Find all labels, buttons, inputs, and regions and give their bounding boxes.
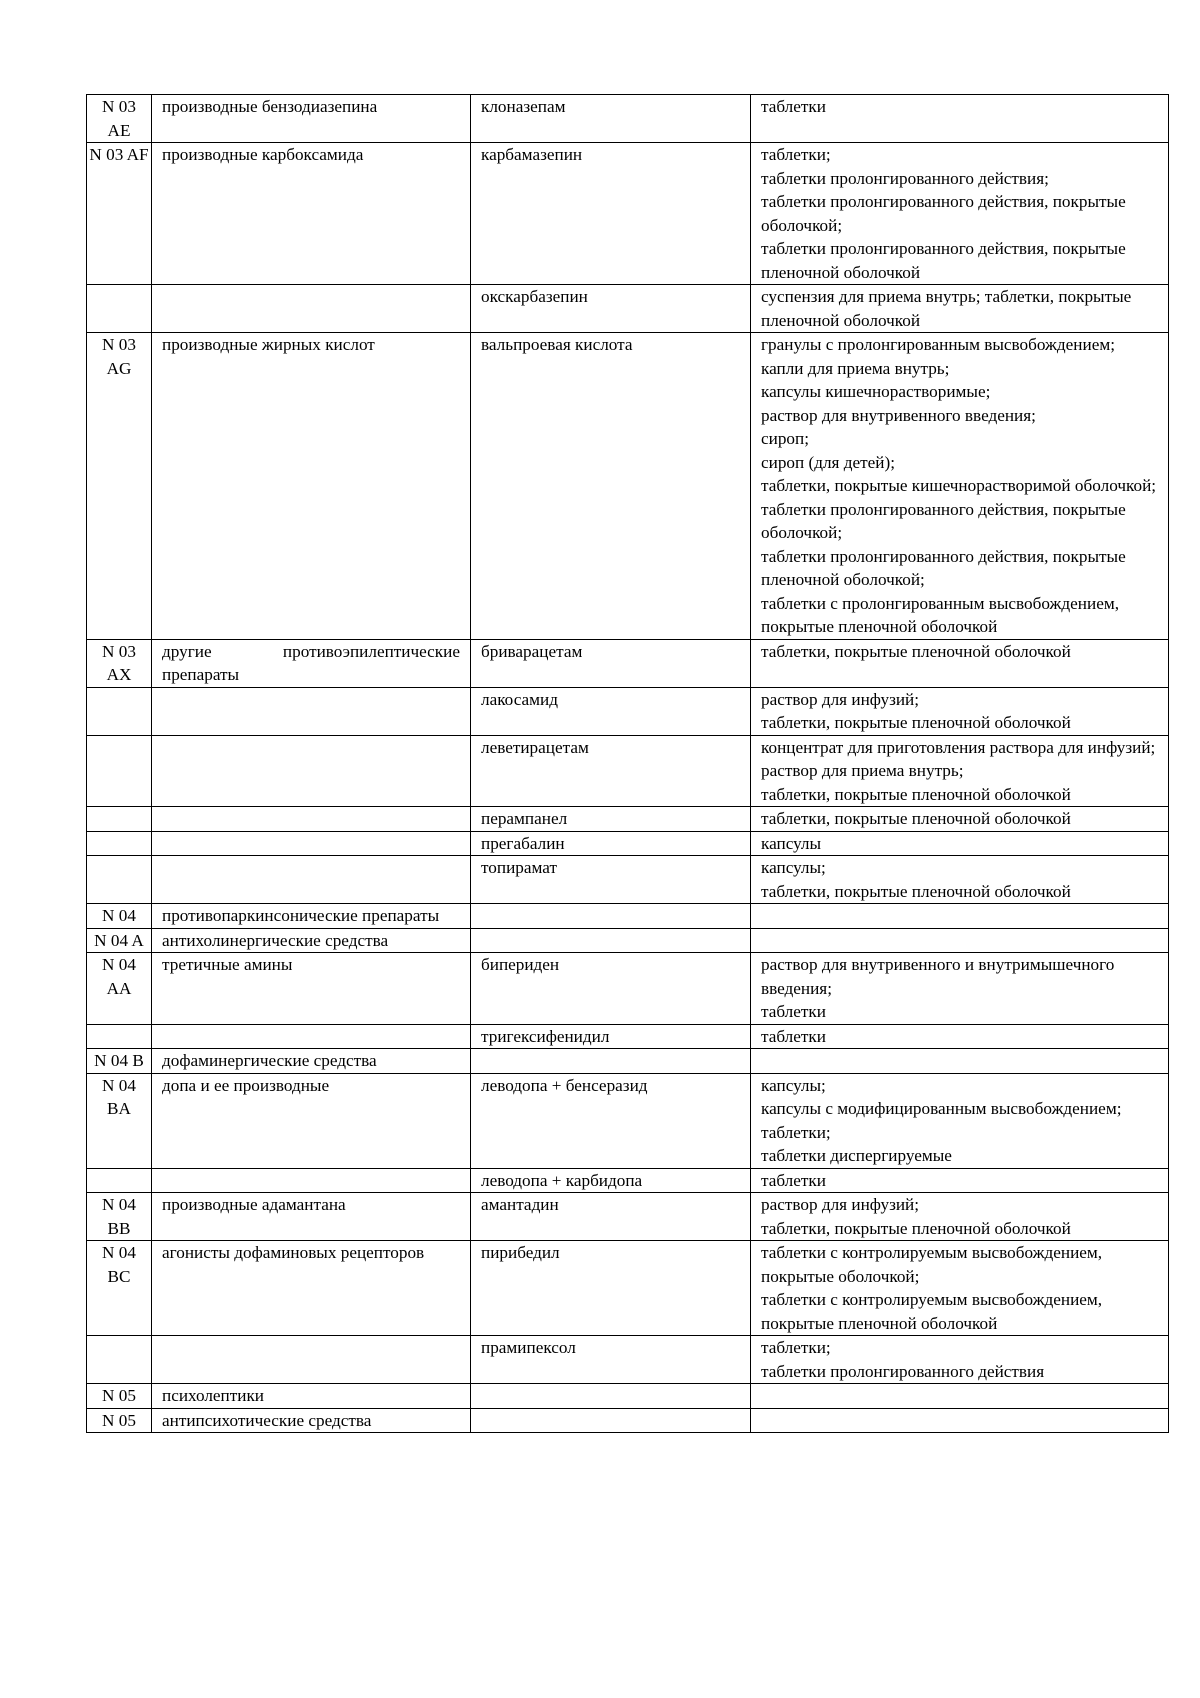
dosage-forms-cell [751,1049,1169,1074]
dosage-form-item: таблетки [761,1026,826,1046]
table-body [87,95,1169,1433]
atc-code-cell: N 05 [87,1408,152,1433]
dosage-form-item: таблетки [761,1002,826,1021]
table-row [87,1049,1169,1074]
dosage-form-item: суспензия для приема внутрь; таблетки, покрытые пленочной оболочкой [761,287,1132,330]
dosage-forms-cell [751,735,1169,807]
table-row [87,735,1169,807]
drug-name-cell: окскарбазепин [471,285,751,333]
atc-code-cell: N 03 AX [87,639,152,687]
dosage-form-item: таблетки [761,1170,826,1190]
pharmacological-group-cell [152,1168,471,1193]
pharmacological-group-cell: производные жирных кислот [152,333,471,640]
dosage-form-item: таблетки, покрытые кишечнорастворимой оболочкой; [761,476,1157,495]
dosage-forms-cell [751,928,1169,953]
dosage-form-item: сироп; [761,429,809,448]
atc-code-cell [87,807,152,832]
dosage-form-item: таблетки пролонгированного действия, покрытые пленочной оболочкой [761,239,1126,282]
dosage-form-item: таблетки; [761,145,831,164]
table-row [87,639,1169,687]
dosage-form-item: таблетки, покрытые пленочной оболочкой [761,809,1071,828]
atc-code-cell: N 04 BB [87,1193,152,1241]
table-row [87,95,1169,143]
dosage-form-item: таблетки с пролонгированным высвобождением, покрытые пленочной оболочкой [761,593,1119,636]
atc-code-cell: N 04 BC [87,1241,152,1336]
dosage-form-item: раствор для инфузий; [761,689,920,709]
dosage-form-item: таблетки пролонгированного действия, покрытые оболочкой; [761,192,1126,235]
dosage-form-item: таблетки, покрытые пленочной оболочкой [761,713,1071,732]
dosage-form-item: таблетки, покрытые пленочной оболочкой [761,784,1071,804]
dosage-form-item: гранулы с пролонгированным высвобождением; [761,335,1115,354]
drug-name-cell: прегабалин [471,831,751,856]
pharmacological-group-cell: антихолинергические средства [152,928,471,953]
dosage-forms-cell [751,1241,1169,1336]
dosage-form-item: таблетки диспергируемые [761,1146,952,1165]
drug-table [86,94,1169,1433]
dosage-forms-cell [751,807,1169,832]
dosage-form-item: таблетки с контролируемым высвобождением, покрытые пленочной оболочкой [761,1290,1103,1333]
dosage-forms-cell [751,904,1169,929]
dosage-form-item: таблетки, покрытые пленочной оболочкой [761,881,1071,901]
dosage-form-item: капсулы [761,833,822,853]
drug-name-cell [471,904,751,929]
dosage-form-item: таблетки с контролируемым высвобождением, покрытые оболочкой; [761,1243,1103,1286]
atc-code-cell [87,1024,152,1049]
atc-code-cell: N 03 AF [87,143,152,285]
table-row [87,856,1169,904]
dosage-form-item: таблетки пролонгированного действия; [761,168,1049,188]
atc-code-cell: N 03 AG [87,333,152,640]
pharmacological-group-cell: производные бензодиазепина [152,95,471,143]
atc-code-cell: N 04 AA [87,953,152,1025]
pharmacological-group-cell: допа и ее производные [152,1073,471,1168]
atc-code-cell [87,831,152,856]
pharmacological-group-cell: третичные амины [152,953,471,1025]
drug-name-cell: перампанел [471,807,751,832]
drug-name-cell: леводопа + бенсеразид [471,1073,751,1168]
drug-name-cell: леводопа + карбидопа [471,1168,751,1193]
drug-name-cell: тригексифенидил [471,1024,751,1049]
atc-code-cell: N 04 BA [87,1073,152,1168]
pharmacological-group-cell: психолептики [152,1384,471,1409]
pharmacological-group-cell: антипсихотические средства [152,1408,471,1433]
pharmacological-group-cell: другие противоэпилептические препараты [152,639,471,687]
pharmacological-group-cell [152,285,471,333]
pharmacological-group-cell [152,831,471,856]
dosage-forms-cell [751,831,1169,856]
table-row [87,904,1169,929]
dosage-forms-cell [751,1408,1169,1433]
dosage-form-item: таблетки пролонгированного действия, покрытые оболочкой; [761,499,1126,542]
table-row [87,285,1169,333]
atc-code-cell [87,856,152,904]
dosage-form-item: сироп (для детей); [761,452,895,472]
pharmacological-group-cell: противопаркинсонические препараты [152,904,471,929]
table-row [87,1168,1169,1193]
drug-name-cell [471,1408,751,1433]
dosage-form-item: раствор для внутривенного и внутримышечного введения; [761,955,1115,998]
dosage-forms-cell [751,856,1169,904]
dosage-forms-cell [751,1024,1169,1049]
drug-name-cell: бипериден [471,953,751,1025]
atc-code-cell [87,1336,152,1384]
pharmacological-group-cell: производные адамантана [152,1193,471,1241]
atc-code-cell: N 04 [87,904,152,929]
drug-name-cell: леветирацетам [471,735,751,807]
pharmacological-group-cell [152,687,471,735]
dosage-form-item: таблетки [761,97,826,116]
table-row [87,807,1169,832]
table-row [87,1193,1169,1241]
drug-name-cell: прамипексол [471,1336,751,1384]
dosage-forms-cell [751,1073,1169,1168]
dosage-forms-cell [751,333,1169,640]
dosage-form-item: концентрат для приготовления раствора для инфузий; [761,737,1156,757]
table-row [87,687,1169,735]
dosage-form-item: таблетки пролонгированного действия [761,1361,1045,1381]
table-row [87,1024,1169,1049]
atc-code-cell: N 05 [87,1384,152,1409]
dosage-forms-cell [751,95,1169,143]
drug-name-cell: лакосамид [471,687,751,735]
drug-name-cell: клоназепам [471,95,751,143]
table-row [87,1384,1169,1409]
pharmacological-group-cell [152,1336,471,1384]
dosage-form-item: таблетки пролонгированного действия, покрытые пленочной оболочкой; [761,546,1126,589]
dosage-form-item: таблетки, покрытые пленочной оболочкой [761,1218,1071,1238]
drug-name-cell: карбамазепин [471,143,751,285]
table-row [87,1073,1169,1168]
dosage-forms-cell [751,1384,1169,1409]
atc-code-cell: N 03 AE [87,95,152,143]
pharmacological-group-cell [152,856,471,904]
dosage-form-item: капсулы с модифицированным высвобождением; [761,1099,1122,1118]
drug-name-cell [471,1384,751,1409]
dosage-form-item: капсулы кишечнорастворимые; [761,382,991,401]
dosage-form-item: таблетки, покрытые пленочной оболочкой [761,641,1071,661]
drug-name-cell: амантадин [471,1193,751,1241]
dosage-forms-cell [751,1168,1169,1193]
table-row [87,333,1169,640]
dosage-forms-cell [751,639,1169,687]
table-row [87,953,1169,1025]
table-row [87,831,1169,856]
table-row [87,1408,1169,1433]
dosage-form-item: капли для приема внутрь; [761,358,950,378]
dosage-forms-cell [751,285,1169,333]
atc-code-cell: N 04 A [87,928,152,953]
atc-code-cell [87,735,152,807]
dosage-form-item: таблетки; [761,1122,831,1142]
drug-name-cell: топирамат [471,856,751,904]
dosage-form-item: капсулы; [761,1075,826,1095]
table-row [87,143,1169,285]
drug-name-cell: вальпроевая кислота [471,333,751,640]
dosage-forms-cell [751,1336,1169,1384]
atc-code-cell [87,1168,152,1193]
pharmacological-group-cell: агонисты дофаминовых рецепторов [152,1241,471,1336]
dosage-forms-cell [751,1193,1169,1241]
drug-name-cell: пирибедил [471,1241,751,1336]
table-row [87,1241,1169,1336]
dosage-form-item: раствор для внутривенного введения; [761,405,1036,425]
pharmacological-group-cell: дофаминергические средства [152,1049,471,1074]
table-row [87,928,1169,953]
pharmacological-group-cell: производные карбоксамида [152,143,471,285]
dosage-form-item: таблетки; [761,1338,831,1357]
table-row [87,1336,1169,1384]
dosage-forms-cell [751,953,1169,1025]
drug-name-cell [471,1049,751,1074]
dosage-form-item: раствор для инфузий; [761,1195,920,1214]
dosage-forms-cell [751,143,1169,285]
atc-code-cell [87,687,152,735]
drug-name-cell: бриварацетам [471,639,751,687]
dosage-forms-cell [751,687,1169,735]
atc-code-cell [87,285,152,333]
pharmacological-group-cell [152,807,471,832]
dosage-form-item: капсулы; [761,858,826,877]
drug-name-cell [471,928,751,953]
pharmacological-group-cell [152,1024,471,1049]
atc-code-cell: N 04 B [87,1049,152,1074]
pharmacological-group-cell [152,735,471,807]
dosage-form-item: раствор для приема внутрь; [761,761,964,780]
